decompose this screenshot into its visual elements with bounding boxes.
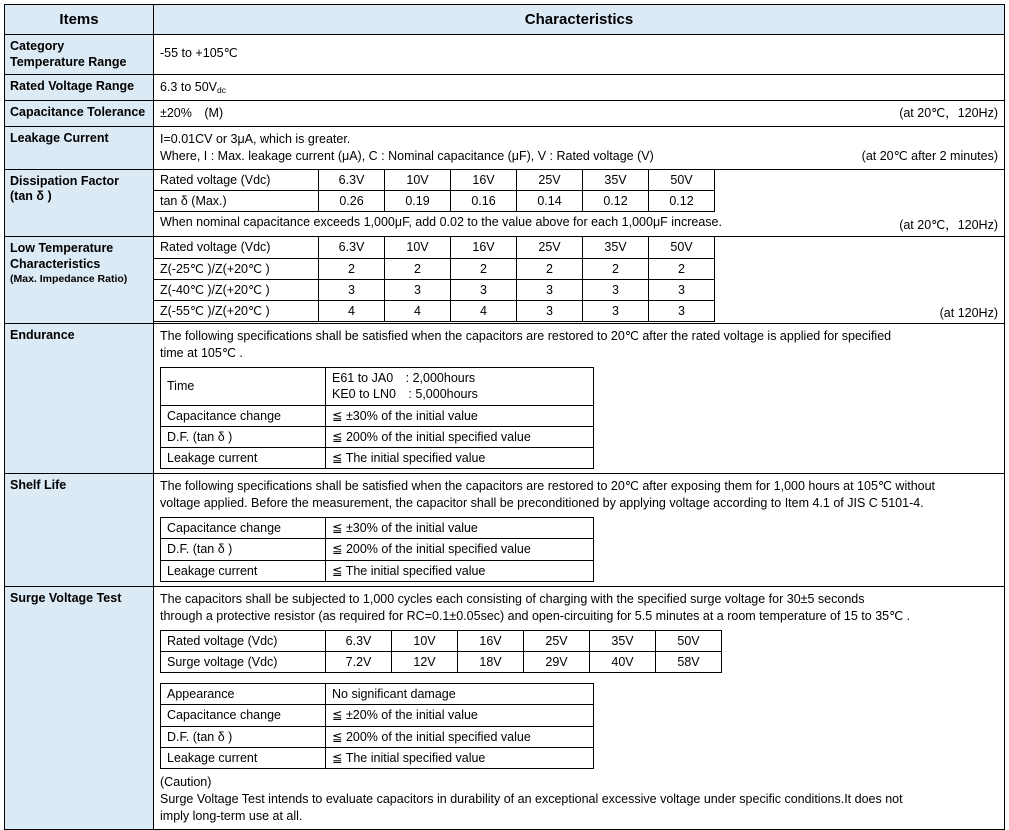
shelf-life-table bbox=[160, 517, 594, 582]
label-shelf-life: Shelf Life bbox=[5, 474, 154, 587]
table-row bbox=[161, 684, 594, 705]
value-capacitance-tolerance bbox=[154, 101, 1005, 127]
surge-leakage-label: Leakage current bbox=[161, 747, 326, 768]
lt-z40-1: 3 bbox=[385, 279, 451, 300]
table-row bbox=[161, 448, 594, 469]
table-row bbox=[154, 169, 715, 190]
table-row bbox=[154, 237, 715, 258]
surge-result-table bbox=[160, 683, 594, 769]
label-leakage-current: Leakage Current bbox=[5, 127, 154, 170]
surge-voltage-table bbox=[160, 630, 722, 674]
surge-rated-3: 25V bbox=[524, 630, 590, 651]
shelf-df-label: D.F. (tan δ ) bbox=[161, 539, 326, 560]
table-row bbox=[161, 518, 594, 539]
row-endurance bbox=[5, 324, 1005, 474]
shelf-df-value: ≦ 200% of the initial specified value bbox=[326, 539, 594, 560]
dissipation-factor-note-right: (at 20℃，120Hz) bbox=[899, 218, 998, 233]
specifications-table bbox=[4, 4, 1005, 830]
table-row bbox=[161, 405, 594, 426]
label-line-3: (Max. Impedance Ratio) bbox=[10, 272, 128, 285]
lt-voltage-0: 6.3V bbox=[319, 237, 385, 258]
row-leakage-current bbox=[5, 127, 1005, 170]
lt-z40-2: 3 bbox=[451, 279, 517, 300]
df-tan-3: 0.14 bbox=[517, 191, 583, 212]
label-rated-voltage-range: Rated Voltage Range bbox=[5, 75, 154, 101]
lt-z25-2: 2 bbox=[451, 258, 517, 279]
row-dissipation-factor bbox=[5, 169, 1005, 237]
surge-appearance-value: No significant damage bbox=[326, 684, 594, 705]
lt-z55-1: 4 bbox=[385, 301, 451, 322]
surge-spacer bbox=[154, 673, 1004, 679]
value-rated-voltage-range bbox=[154, 75, 1005, 101]
df-tan-2: 0.16 bbox=[451, 191, 517, 212]
surge-df-value: ≦ 200% of the initial specified value bbox=[326, 726, 594, 747]
lt-z55-5: 3 bbox=[649, 301, 715, 322]
df-tan-delta-label: tan δ (Max.) bbox=[154, 191, 319, 212]
surge-rated-4: 35V bbox=[590, 630, 656, 651]
label-capacitance-tolerance: Capacitance Tolerance bbox=[5, 101, 154, 127]
value-dissipation-factor bbox=[154, 169, 1005, 237]
leakage-current-line-2: Where, I : Max. leakage current (μA), C : Nominal capacitance (μF), V : Rated voltage (V) bbox=[160, 148, 654, 163]
label-line-2: (tan δ ) bbox=[10, 189, 52, 204]
lt-voltage-2: 16V bbox=[451, 237, 517, 258]
surge-intro-line-1: The capacitors shall be subjected to 1,000 cycles each consisting of charging with the specified surge voltage for 30±5 seconds bbox=[160, 591, 865, 606]
surge-caution bbox=[154, 769, 1004, 829]
row-rated-voltage-range bbox=[5, 75, 1005, 101]
endurance-leakage-label: Leakage current bbox=[161, 448, 326, 469]
surge-intro-line-2: through a protective resistor (as required for RC=0.1±0.05sec) and open-circuiting for 5.5 minutes at a room temperature of 15 to 35℃ . bbox=[160, 608, 911, 623]
surge-voltage-5: 58V bbox=[656, 651, 722, 672]
row-category-temperature-range bbox=[5, 35, 1005, 75]
surge-voltage-0: 7.2V bbox=[326, 651, 392, 672]
surge-df-label: D.F. (tan δ ) bbox=[161, 726, 326, 747]
lt-z55-0: 4 bbox=[319, 301, 385, 322]
surge-voltage-2: 18V bbox=[458, 651, 524, 672]
df-tan-4: 0.12 bbox=[583, 191, 649, 212]
table-row bbox=[161, 426, 594, 447]
surge-capacitance-label: Capacitance change bbox=[161, 705, 326, 726]
rated-voltage-range-text: 6.3 to 50V bbox=[160, 80, 217, 95]
lt-z55-2: 4 bbox=[451, 301, 517, 322]
shelf-leakage-value: ≦ The initial specified value bbox=[326, 560, 594, 581]
df-tan-5: 0.12 bbox=[649, 191, 715, 212]
table-row bbox=[161, 651, 722, 672]
label-line-1: Low Temperature bbox=[10, 241, 114, 256]
df-voltage-3: 25V bbox=[517, 169, 583, 190]
dissipation-factor-table bbox=[153, 169, 715, 213]
label-line-1: Category bbox=[10, 39, 65, 53]
endurance-leakage-value: ≦ The initial specified value bbox=[326, 448, 594, 469]
endurance-time-line-1: E61 to JA0 : 2,000hours bbox=[332, 371, 476, 385]
lt-voltage-3: 25V bbox=[517, 237, 583, 258]
value-leakage-current bbox=[154, 127, 1005, 170]
low-temperature-note: (at 120Hz) bbox=[939, 306, 998, 321]
lt-z25-5: 2 bbox=[649, 258, 715, 279]
surge-rated-5: 50V bbox=[656, 630, 722, 651]
lt-z25-0: 2 bbox=[319, 258, 385, 279]
dissipation-factor-note-line bbox=[154, 212, 1004, 236]
lt-z55-label: Z(-55℃ )/Z(+20℃ ) bbox=[154, 301, 319, 322]
surge-rated-0: 6.3V bbox=[326, 630, 392, 651]
header-items: Items bbox=[5, 5, 154, 35]
table-row bbox=[161, 630, 722, 651]
df-tan-0: 0.26 bbox=[319, 191, 385, 212]
rated-voltage-range-value bbox=[154, 75, 1004, 100]
df-rated-voltage-label: Rated voltage (Vdc) bbox=[154, 169, 319, 190]
label-endurance: Endurance bbox=[5, 324, 154, 474]
table-header-row bbox=[5, 5, 1005, 35]
value-surge-voltage-test bbox=[154, 586, 1005, 829]
df-voltage-4: 35V bbox=[583, 169, 649, 190]
df-voltage-2: 16V bbox=[451, 169, 517, 190]
value-low-temperature-characteristics bbox=[154, 237, 1005, 324]
table-row bbox=[161, 705, 594, 726]
lt-voltage-1: 10V bbox=[385, 237, 451, 258]
endurance-intro bbox=[154, 324, 1004, 366]
surge-leakage-value: ≦ The initial specified value bbox=[326, 747, 594, 768]
endurance-capacitance-value: ≦ ±30% of the initial value bbox=[326, 405, 594, 426]
capacitance-tolerance-value: ±20% (M) bbox=[160, 106, 224, 121]
category-temp-value: -55 to +105℃ bbox=[160, 46, 238, 60]
endurance-time-label: Time bbox=[161, 368, 326, 406]
shelf-capacitance-value: ≦ ±30% of the initial value bbox=[326, 518, 594, 539]
table-row bbox=[161, 539, 594, 560]
endurance-intro-line-2: time at 105℃ . bbox=[160, 346, 243, 361]
df-voltage-5: 50V bbox=[649, 169, 715, 190]
dissipation-factor-note: When nominal capacitance exceeds 1,000μF, add 0.02 to the value above for each 1,000μF increase. bbox=[160, 215, 722, 230]
value-category-temperature-range bbox=[154, 35, 1005, 75]
label-line-1: Dissipation Factor bbox=[10, 173, 120, 188]
label-line-2: Temperature Range bbox=[10, 54, 127, 69]
table-row bbox=[154, 258, 715, 279]
endurance-time-line-2: KE0 to LN0 : 5,000hours bbox=[332, 387, 478, 402]
surge-rated-2: 16V bbox=[458, 630, 524, 651]
lt-z25-3: 2 bbox=[517, 258, 583, 279]
lt-z25-label: Z(-25℃ )/Z(+20℃ ) bbox=[154, 258, 319, 279]
shelf-life-intro-line-1: The following specifications shall be satisfied when the capacitors are restored to 20℃ after exposing them for 1,000 hours at 105℃ without bbox=[160, 479, 936, 494]
endurance-df-label: D.F. (tan δ ) bbox=[161, 426, 326, 447]
leakage-current-line-1: I=0.01CV or 3μA, which is greater. bbox=[160, 132, 351, 146]
endurance-intro-line-1: The following specifications shall be satisfied when the capacitors are restored to 20℃ after the rated voltage is applied for specified bbox=[160, 329, 892, 344]
row-shelf-life bbox=[5, 474, 1005, 587]
lt-z40-3: 3 bbox=[517, 279, 583, 300]
lt-z25-1: 2 bbox=[385, 258, 451, 279]
label-dissipation-factor bbox=[5, 169, 154, 237]
lt-z25-4: 2 bbox=[583, 258, 649, 279]
label-category-temperature-range bbox=[5, 35, 154, 75]
endurance-capacitance-label: Capacitance change bbox=[161, 405, 326, 426]
shelf-life-intro bbox=[154, 474, 1004, 516]
surge-voltage-label: Surge voltage (Vdc) bbox=[161, 651, 326, 672]
lt-rated-voltage-label: Rated voltage (Vdc) bbox=[154, 237, 319, 258]
label-low-temperature-characteristics bbox=[5, 237, 154, 324]
leakage-current-note: (at 20℃ after 2 minutes) bbox=[861, 148, 998, 163]
rated-voltage-range-subscript: dc bbox=[217, 85, 226, 96]
value-shelf-life bbox=[154, 474, 1005, 587]
surge-appearance-label: Appearance bbox=[161, 684, 326, 705]
endurance-df-value: ≦ 200% of the initial specified value bbox=[326, 426, 594, 447]
table-row bbox=[161, 726, 594, 747]
surge-voltage-3: 29V bbox=[524, 651, 590, 672]
surge-capacitance-value: ≦ ±20% of the initial value bbox=[326, 705, 594, 726]
label-surge-voltage-test: Surge Voltage Test bbox=[5, 586, 154, 829]
df-tan-1: 0.19 bbox=[385, 191, 451, 212]
surge-voltage-4: 40V bbox=[590, 651, 656, 672]
table-row bbox=[161, 747, 594, 768]
header-characteristics: Characteristics bbox=[154, 5, 1005, 35]
lt-z40-4: 3 bbox=[583, 279, 649, 300]
surge-caution-line-2: imply long-term use at all. bbox=[160, 808, 303, 823]
label-line-2: Characteristics bbox=[10, 256, 101, 271]
lt-z40-0: 3 bbox=[319, 279, 385, 300]
surge-voltage-1: 12V bbox=[392, 651, 458, 672]
lt-voltage-4: 35V bbox=[583, 237, 649, 258]
lt-z40-label: Z(-40℃ )/Z(+20℃ ) bbox=[154, 279, 319, 300]
leakage-current-block bbox=[154, 127, 1004, 169]
endurance-table bbox=[160, 367, 594, 469]
leakage-current-line-2-wrap bbox=[160, 148, 998, 165]
table-row bbox=[154, 279, 715, 300]
surge-rated-1: 10V bbox=[392, 630, 458, 651]
capacitance-tolerance-line bbox=[154, 101, 1004, 126]
surge-intro bbox=[154, 587, 1004, 629]
table-row bbox=[161, 560, 594, 581]
df-voltage-1: 10V bbox=[385, 169, 451, 190]
surge-caution-title: (Caution) bbox=[160, 775, 212, 789]
row-capacitance-tolerance bbox=[5, 101, 1005, 127]
table-row bbox=[161, 368, 594, 406]
df-voltage-0: 6.3V bbox=[319, 169, 385, 190]
surge-rated-voltage-label: Rated voltage (Vdc) bbox=[161, 630, 326, 651]
table-row bbox=[154, 191, 715, 212]
endurance-time-value bbox=[326, 368, 594, 406]
lt-z55-3: 3 bbox=[517, 301, 583, 322]
capacitance-tolerance-note: (at 20℃，120Hz) bbox=[899, 106, 998, 121]
shelf-life-intro-line-2: voltage applied. Before the measurement, the capacitor shall be preconditioned by applying voltage according to Item 4.1 of JIS C 5101-4. bbox=[160, 496, 924, 511]
surge-caution-line-1: Surge Voltage Test intends to evaluate capacitors in durability of an exceptional excessive voltage under specific conditions.It does not bbox=[160, 791, 903, 806]
row-surge-voltage-test bbox=[5, 586, 1005, 829]
lt-voltage-5: 50V bbox=[649, 237, 715, 258]
shelf-leakage-label: Leakage current bbox=[161, 560, 326, 581]
value-endurance bbox=[154, 324, 1005, 474]
lt-z55-4: 3 bbox=[583, 301, 649, 322]
shelf-capacitance-label: Capacitance change bbox=[161, 518, 326, 539]
row-low-temperature-characteristics bbox=[5, 237, 1005, 324]
lt-z40-5: 3 bbox=[649, 279, 715, 300]
